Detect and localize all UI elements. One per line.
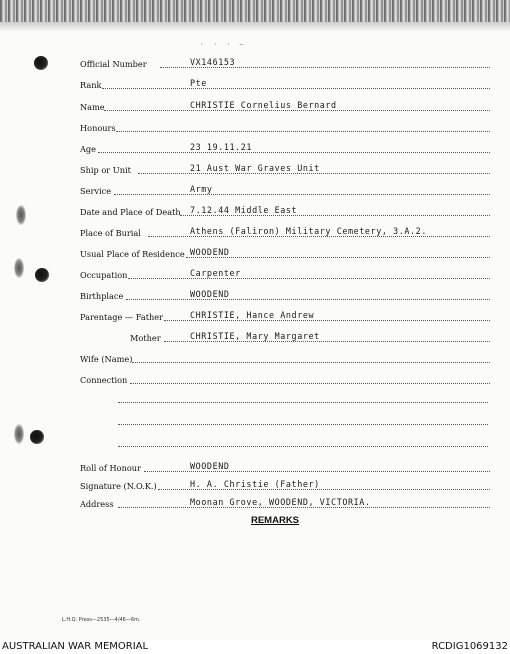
field-label: Wife (Name)	[80, 354, 133, 364]
field-value: 7.12.44 Middle East	[190, 205, 298, 215]
binder-smudge	[16, 205, 26, 225]
field-dots	[114, 194, 490, 195]
field-dots	[186, 257, 490, 258]
field-label: Usual Place of Residence	[80, 249, 185, 259]
connection-line	[118, 424, 488, 425]
field-dots	[130, 383, 490, 384]
field-dots	[102, 88, 490, 89]
field-dots	[158, 489, 490, 490]
connection-line	[118, 446, 488, 447]
field-residence	[80, 245, 490, 259]
scan-top-shadow	[0, 22, 510, 32]
field-label: Birthplace	[80, 291, 124, 301]
field-death	[80, 203, 490, 217]
field-label: Age	[80, 144, 96, 154]
archive-id: RCDIG1069132	[431, 641, 508, 652]
field-label: Connection	[80, 375, 128, 385]
field-mother	[80, 329, 490, 343]
field-value: Moonan Grove, WOODEND, VICTORIA.	[190, 497, 371, 507]
field-value: 23 19.11.21	[190, 142, 253, 152]
field-value: WOODEND	[190, 289, 230, 299]
binder-holes	[0, 0, 60, 640]
field-dots	[116, 131, 490, 132]
header-mark: · · · —	[200, 41, 247, 48]
field-value: WOODEND	[190, 247, 230, 257]
field-label: Name	[80, 102, 105, 112]
field-label: Place of Burial	[80, 228, 141, 238]
field-value: CHRISTIE, Hance Andrew	[190, 310, 315, 320]
binder-hole	[30, 430, 44, 444]
field-label: Parentage — Father	[80, 312, 164, 322]
field-dots	[98, 152, 490, 153]
archive-footer	[0, 640, 510, 654]
field-signature	[80, 477, 490, 491]
field-value: VX146153	[190, 57, 236, 67]
field-value: Carpenter	[190, 268, 241, 278]
field-label: Official Number	[80, 59, 147, 69]
archive-name: AUSTRALIAN WAR MEMORIAL	[2, 641, 149, 652]
binder-smudge	[14, 424, 24, 444]
field-label: Roll of Honour	[80, 463, 141, 473]
field-dots	[160, 67, 490, 68]
field-dots	[126, 299, 490, 300]
field-dots	[164, 341, 490, 342]
field-value: H. A. Christie (Father)	[190, 479, 320, 489]
binder-hole	[34, 56, 48, 70]
field-label: Honours	[80, 123, 116, 133]
field-roll-of-honour	[80, 459, 490, 473]
field-label: Address	[80, 499, 114, 509]
field-dots	[180, 215, 490, 216]
field-age	[80, 140, 490, 154]
scan-top-band	[0, 0, 510, 22]
binder-smudge	[14, 258, 24, 278]
field-dots	[104, 110, 490, 111]
field-value: 21 Aust War Graves Unit	[190, 163, 320, 173]
field-label: Date and Place of Death	[80, 207, 181, 217]
field-value: Pte	[190, 78, 207, 88]
field-label: Service	[80, 186, 112, 196]
form-reference: L.H.Q. Press—2535—4/46—6m.	[62, 617, 141, 623]
field-honours	[80, 119, 490, 133]
field-label: Rank	[80, 80, 102, 90]
field-dots	[164, 320, 490, 321]
field-label: Occupation	[80, 270, 128, 280]
field-value: CHRISTIE, Mary Margaret	[190, 331, 320, 341]
field-value: Athens (Faliron) Military Cemetery, 3.A.2.	[190, 226, 427, 236]
field-label: Mother	[130, 333, 161, 343]
field-rank	[80, 76, 490, 90]
field-label: Signature (N.O.K.)	[80, 481, 157, 491]
field-value: CHRISTIE Cornelius Bernard	[190, 100, 337, 110]
field-name	[80, 98, 490, 112]
field-label: Ship or Unit	[80, 165, 131, 175]
field-official-number	[80, 55, 490, 69]
field-value: WOODEND	[190, 461, 230, 471]
field-service	[80, 182, 490, 196]
field-wife	[80, 350, 490, 364]
field-dots	[144, 471, 490, 472]
field-burial	[80, 224, 490, 238]
connection-line	[118, 402, 488, 403]
field-dots	[128, 278, 490, 279]
field-birthplace	[80, 287, 490, 301]
field-occupation	[80, 266, 490, 280]
field-dots	[132, 362, 490, 363]
binder-hole	[35, 268, 49, 282]
field-address	[80, 495, 490, 509]
field-dots	[118, 507, 490, 508]
field-value: Army	[190, 184, 213, 194]
field-ship-or-unit	[80, 161, 490, 175]
field-dots	[138, 173, 490, 174]
field-father	[80, 308, 490, 322]
remarks-heading: REMARKS	[250, 515, 300, 526]
field-dots	[148, 236, 490, 237]
field-connection	[80, 371, 490, 385]
